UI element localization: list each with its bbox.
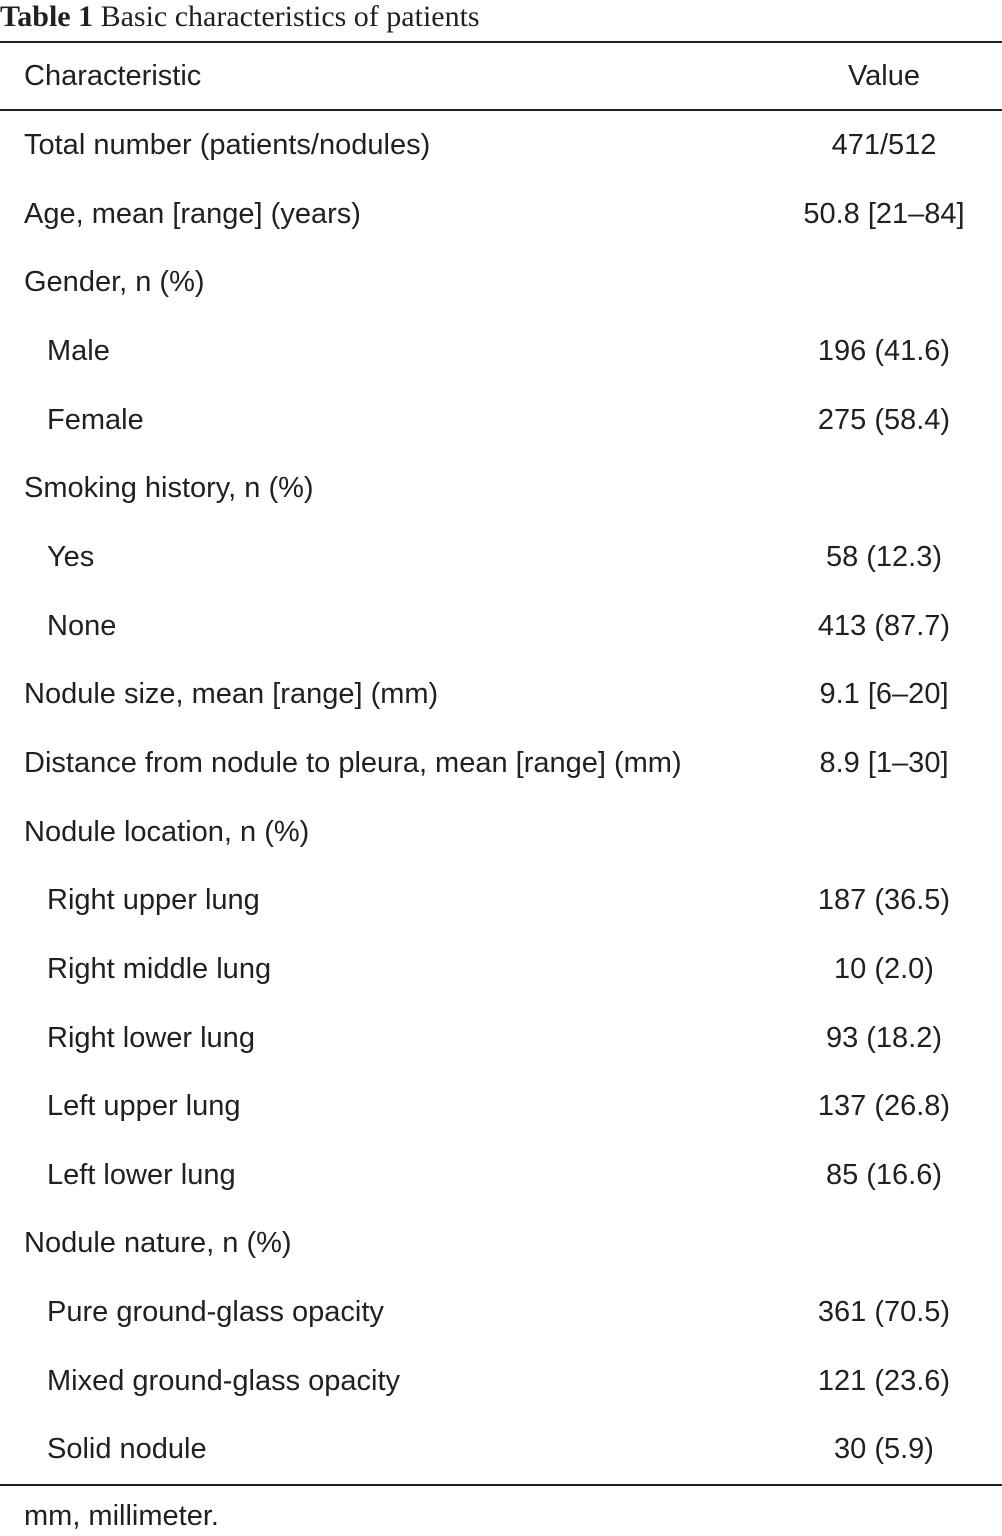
row-value: 58 (12.3) [825,540,943,573]
table-header-row [0,43,1002,109]
row-value: 361 (70.5) [817,1296,951,1329]
row-characteristic: Left lower lung [47,1158,236,1191]
row-characteristic: None [47,609,117,642]
table-caption-label: Table 1 [0,0,94,33]
header-characteristic: Characteristic [24,60,202,92]
row-value: 121 (23.6) [817,1364,951,1397]
row-value: 413 (87.7) [817,609,951,642]
table-bottom-rule [0,1484,1002,1486]
row-value: 275 (58.4) [817,403,951,436]
row-value: 93 (18.2) [825,1021,943,1054]
row-characteristic: Male [47,335,110,367]
row-characteristic: Gender, n (%) [24,266,205,299]
row-characteristic: Solid nodule [47,1433,207,1466]
table-row [0,1415,1002,1484]
table-row [0,592,1002,661]
row-characteristic: Right middle lung [47,952,272,985]
table-row [0,660,1002,729]
table-footnote: mm, millimeter. [24,1500,219,1532]
row-value: 471/512 [831,129,937,161]
table-row [0,935,1002,1004]
table-row [0,1347,1002,1416]
table-row [0,111,1002,180]
row-characteristic: Nodule size, mean [range] (mm) [24,678,439,711]
table-row [0,798,1002,867]
row-characteristic: Left upper lung [47,1090,241,1123]
row-value: 85 (16.6) [825,1158,943,1191]
row-characteristic: Right lower lung [47,1021,255,1054]
row-value: 187 (36.5) [817,884,951,917]
row-value [786,248,982,317]
row-characteristic: Nodule nature, n (%) [24,1227,292,1260]
row-characteristic: Total number (patients/nodules) [24,129,431,161]
table-row [0,1278,1002,1347]
row-characteristic: Nodule location, n (%) [24,815,310,848]
table-row [0,317,1002,386]
table-row [0,454,1002,523]
row-value [786,798,982,867]
table-row [0,1209,1002,1278]
table-caption [0,0,480,36]
row-value: 50.8 [21–84] [803,197,965,230]
row-characteristic: Female [47,403,144,436]
row-characteristic: Pure ground-glass opacity [47,1296,384,1329]
row-value: 137 (26.8) [817,1090,951,1123]
row-characteristic: Right upper lung [47,884,260,917]
table-row [0,729,1002,798]
row-value [786,454,982,523]
row-characteristic: Smoking history, n (%) [24,472,314,505]
table-row [0,248,1002,317]
table-row [0,386,1002,455]
row-value [786,1209,982,1278]
row-value: 9.1 [6–20] [819,678,949,711]
table-row [0,1141,1002,1210]
row-value: 196 (41.6) [817,335,951,367]
header-value: Value [847,60,921,92]
table-row [0,523,1002,592]
row-value: 8.9 [1–30] [819,746,949,779]
table-caption-text: Basic characteristics of patients [100,0,480,33]
table-row [0,1072,1002,1141]
row-characteristic: Mixed ground-glass opacity [47,1364,401,1397]
table-row [0,866,1002,935]
table-row [0,1004,1002,1073]
table-row [0,180,1002,249]
row-value: 30 (5.9) [834,1433,934,1466]
row-value: 10 (2.0) [834,952,934,985]
row-characteristic: Age, mean [range] (years) [24,197,361,230]
row-characteristic: Yes [47,540,95,573]
row-characteristic: Distance from nodule to pleura, mean [range] (mm) [24,746,682,779]
